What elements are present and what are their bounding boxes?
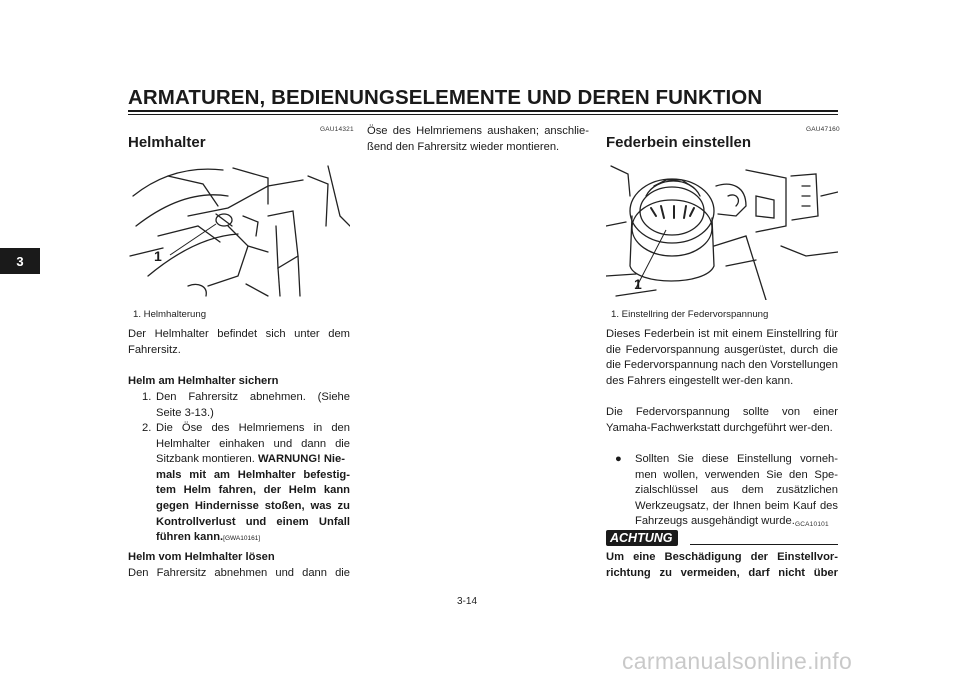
section-title-helmhalter: Helmhalter [128,134,206,151]
bullet-item [615,452,838,530]
subheading-release-helmet: Helm vom Helmhalter lösen [128,551,275,563]
list-text: Seite 3-13.) [156,406,214,419]
warning-last-line [142,530,350,547]
figure-caption: 1. Einstellring der Federvorspannung [611,309,769,320]
list-number: 2. [142,422,152,434]
list-text: Helmhalter einhaken und dann die [156,437,350,450]
warning-text: mals mit am Helmhalter befestig- [156,468,350,481]
caution-code: GCA10101 [795,521,829,528]
caution-rule [690,544,838,545]
section-title-federbein: Federbein einstellen [606,134,752,151]
figure-callout-1: 1 [154,248,162,264]
continued-text-line2: ßend den Fahrersitz wieder montieren. [367,141,560,153]
warning-text: gegen Hindernisse stoßen, was zu [156,499,350,512]
list-text: Sitzbank montieren. [156,453,258,466]
warning-text: WARNUNG! Nie- [257,453,345,466]
figure-callout-1: 1 [634,276,642,292]
section-code: GAU14321 [320,126,354,133]
subheading-secure-helmet: Helm am Helmhalter sichern [128,375,279,387]
header-rule-thin [128,114,838,115]
list-item-1 [142,390,350,421]
watermark: carmanualsonline.info [622,648,853,674]
caution-label-box [606,529,678,547]
warning-text: Kontrollverlust und einem Unfall [156,515,350,528]
helmet-holder-figure [128,156,350,300]
continued-text-line1: Öse des Helmriemens aushaken; anschlie- [367,125,589,137]
helmet-holder-illustration [128,156,350,300]
shock-absorber-figure [606,156,838,300]
page-number: 3-14 [457,596,478,607]
list-text: Den Fahrersitz abnehmen. (Siehe [156,391,350,403]
list-number: 1. [142,391,152,403]
shock-paragraph-1: Dieses Federbein ist mit einem Einstellring für die Federvorspannung ausgerüstet, durch die die Federvorspannung nach den Vorstellungen des Fahrers eingestellt wer-den kann. [606,328,838,387]
list-item-2-row1 [142,421,350,437]
caution-label: ACHTUNG [606,530,678,546]
warning-code: [GWA10161] [223,535,261,543]
bullet-icon: ● [615,453,622,465]
chapter-number: 3 [16,253,24,269]
caution-text-line1: Um eine Beschädigung der Einstellvor- [606,551,838,563]
section-code: GAU47160 [806,126,840,133]
shock-paragraph-2: Die Federvorspannung sollte von einer Yamaha-Fachwerkstatt durchgeführt wer-den. [606,406,838,434]
caution-text-line2: richtung zu vermeiden, darf nicht über [606,567,838,579]
warning-text: führen kann. [156,531,224,544]
page-header-title: ARMATUREN, BEDIENUNGSELEMENTE UND DEREN FUNKTION [128,86,763,109]
warning-text: tem Helm fahren, der Helm kann [156,484,350,497]
list-text: Die Öse des Helmriemens in den [156,422,350,434]
list-item-2 [142,421,350,547]
figure-caption: 1. Helmhalterung [133,309,207,320]
bullet-text: Sollten Sie diese Einstellung vorneh-men wollen, verwenden Sie den Spe-zialschlüssel aus dem zusätzlichen Werkzeugsatz, der Ihnen beim Kauf des Fahrzeugs ausgehändigt wurde. [635,453,838,528]
header-rule [128,110,838,112]
release-text: Den Fahrersitz abnehmen und dann die [128,567,350,579]
intro-paragraph: Der Helmhalter befindet sich unter dem Fahrersitz. [128,328,350,356]
list-text-with-warning [142,452,350,468]
chapter-tab [0,248,40,274]
list-item-1-row1 [142,390,350,406]
